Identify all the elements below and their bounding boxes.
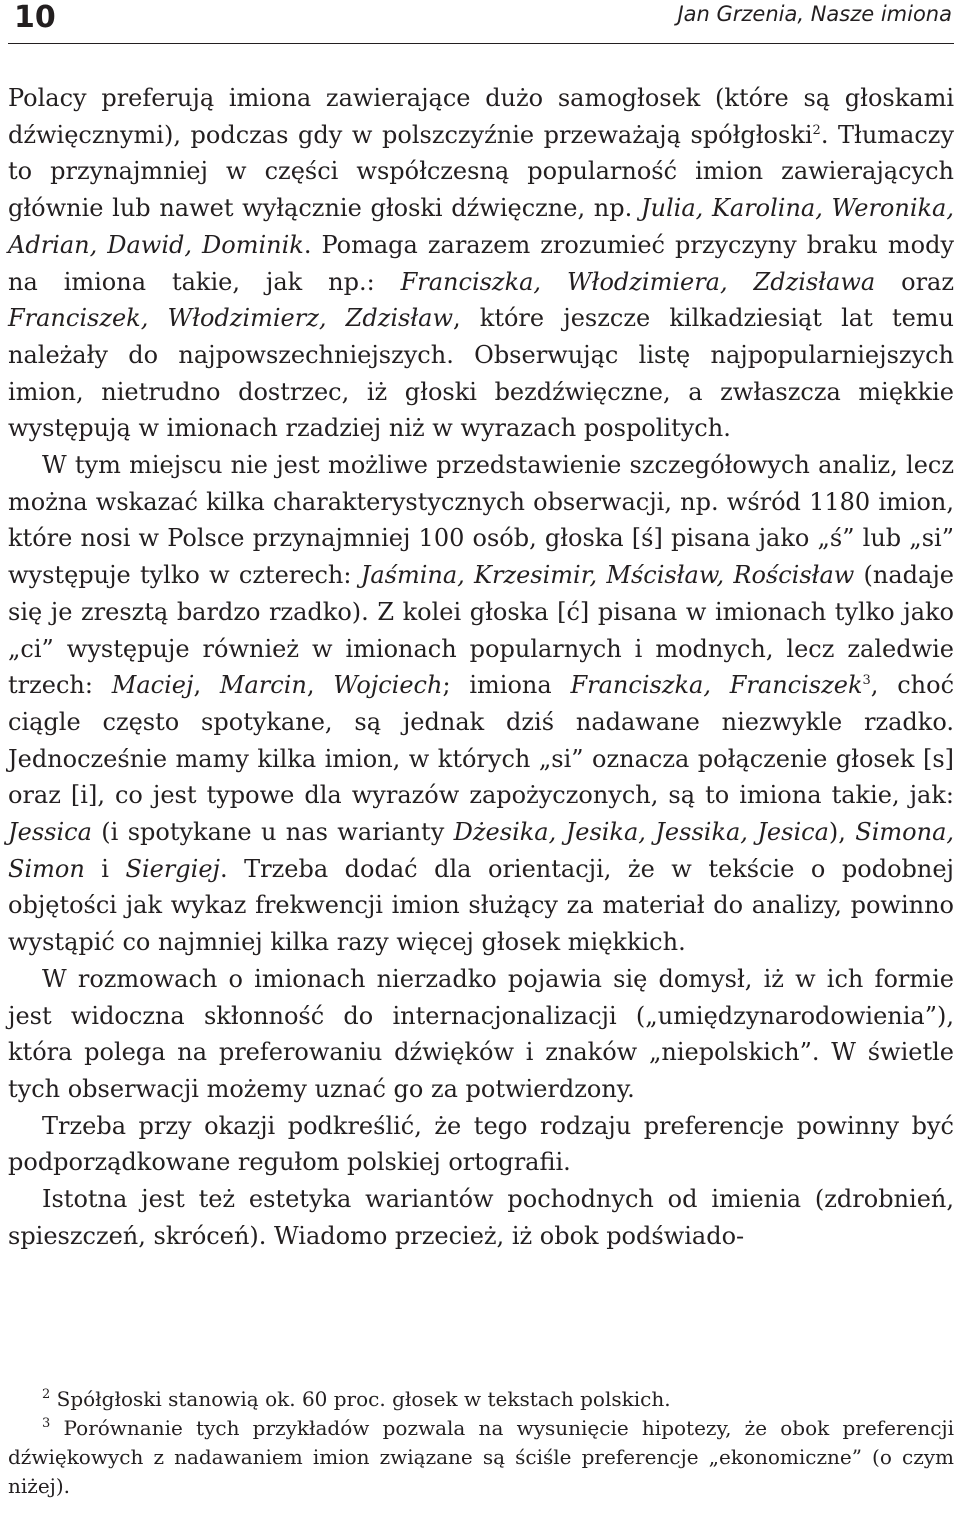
main-text	[8, 80, 954, 1255]
running-head: Jan Grzenia, Nasze imiona	[677, 2, 952, 26]
text-run: . Pomaga zarazem zrozumieć przyczyny braku mody na imiona takie, jak np.:	[8, 230, 954, 296]
text-run: (nadaje się je zresztą bardzo rzadko). Z kolei głoska [ć] pisana w imionach tylko jako „ci” występuje również w imionach popularnych i modnych, lecz zaledwie trzech:	[8, 561, 954, 700]
text-run: i	[84, 854, 126, 883]
text-run: (i spotykane u nas warianty	[91, 818, 454, 847]
footnote-2	[8, 1385, 954, 1414]
text-run: . Trzeba dodać dla orientacji, że w tekście o podobnej objętości jak wykaz frekwencji imion służący za materiał do analizy, powinno wystąpić co najmniej kilka razy więcej głosek miękkich.	[8, 854, 954, 957]
paragraph-1	[8, 80, 954, 447]
text-run: , choć ciągle często spotykane, są jednak dziś nadawane niezwykle rzadko. Jednocześnie mamy kilka imion, w których „si” oznacza połączenie głosek [s] oraz [i], co jest typowe dla wyrazów zapożyczonych, są to imiona takie, jak:	[8, 671, 955, 810]
text-run: . Tłumaczy to przynajmniej w części współczesną popularność imion zawierających głównie lub nawet wyłącznie głoski dźwięczne, np.	[8, 120, 955, 223]
example-names: Marcin	[219, 671, 307, 700]
example-names: Wojciech	[333, 671, 443, 700]
footnote-text: Spółgłoski stanowią ok. 60 proc. głosek w tekstach polskich.	[50, 1387, 671, 1411]
header-rule	[8, 43, 954, 44]
paragraph-5: Istotna jest też estetyka wariantów pochodnych od imienia (zdrobnień, spieszczeń, skróceń). Wiadomo przecież, iż obok podświado-	[8, 1185, 954, 1250]
example-names: Franciszka, Franciszek	[570, 671, 863, 700]
paragraph-4: Trzeba przy okazji podkreślić, że tego rodzaju preferencje powinny być podporządkowane regułom polskiej ortografii.	[8, 1111, 954, 1177]
text-run: W tym miejscu nie jest możliwe przedstawienie szczegółowych analiz, lecz można wskazać kilka charakterystycznych obserwacji, np. wśród 1180 imion, które nosi w Polsce przynajmniej 100 osób, głoska [ś] pisana jako „ś” lub „si” występuje tylko w czterech:	[8, 451, 954, 590]
page-header	[8, 0, 954, 44]
text-run: oraz	[875, 267, 954, 296]
text-run: ,	[193, 671, 220, 700]
footnote-ref-3: 3	[862, 673, 871, 689]
example-names: Julia, Karolina, Weronika, Adrian, Dawid, Dominik	[8, 194, 954, 259]
example-names: Franciszka, Włodzimiera, Zdzisława	[400, 267, 876, 296]
example-names: Franciszek, Włodzimierz, Zdzisław	[8, 304, 453, 333]
text-run: ; imiona	[442, 671, 571, 700]
page-number: 10	[14, 0, 56, 35]
text-run: , które jeszcze kilkadziesiąt lat temu należały do najpowszechniejszych. Obserwując listę najpopularniejszych imion, nietrudno dostrzec, iż głoski bezdźwięczne, a zwłaszcza miękkie występują w imionach rzadziej niż w wyrazach pospolitych.	[8, 304, 955, 443]
footnote-ref-2: 2	[812, 122, 821, 138]
example-names: Jessica	[8, 818, 92, 847]
example-names: Simona, Simon	[8, 818, 954, 883]
paragraph-2	[8, 447, 954, 961]
footnote-mark: 2	[42, 1387, 51, 1402]
example-names: Jaśmina, Krzesimir, Mścisław, Rościsław	[360, 561, 855, 590]
example-names: Dżesika, Jesika, Jessika, Jesica	[453, 818, 829, 847]
text-run: ),	[828, 818, 856, 847]
example-names: Maciej	[111, 671, 194, 700]
footnotes	[8, 1385, 954, 1501]
example-names: Siergiej	[125, 854, 220, 883]
text-run: Polacy preferują imiona zawierające dużo samogłosek (które są głoskami dźwięcznymi), podczas gdy w polszczyźnie przeważają spółgłoski	[8, 84, 954, 149]
text-run: ,	[306, 671, 334, 700]
paragraph-3: W rozmowach o imionach nierzadko pojawia się domysł, iż w ich formie jest widoczna skłonność do internacjonalizacji („umiędzynarodowienia”), która polega na preferowaniu dźwięków i znaków „niepolskich”. W świetle tych obserwacji możemy uznać go za potwierdzony.	[8, 964, 954, 1103]
footnote-3	[8, 1414, 954, 1501]
footnote-mark: 3	[42, 1416, 51, 1431]
footnote-text: Porównanie tych przykładów pozwala na wysunięcie hipotezy, że obok preferencji dźwiękowych z nadawaniem imion związane są ściśle preferencje „ekonomiczne” (o czym niżej).	[8, 1416, 954, 1498]
